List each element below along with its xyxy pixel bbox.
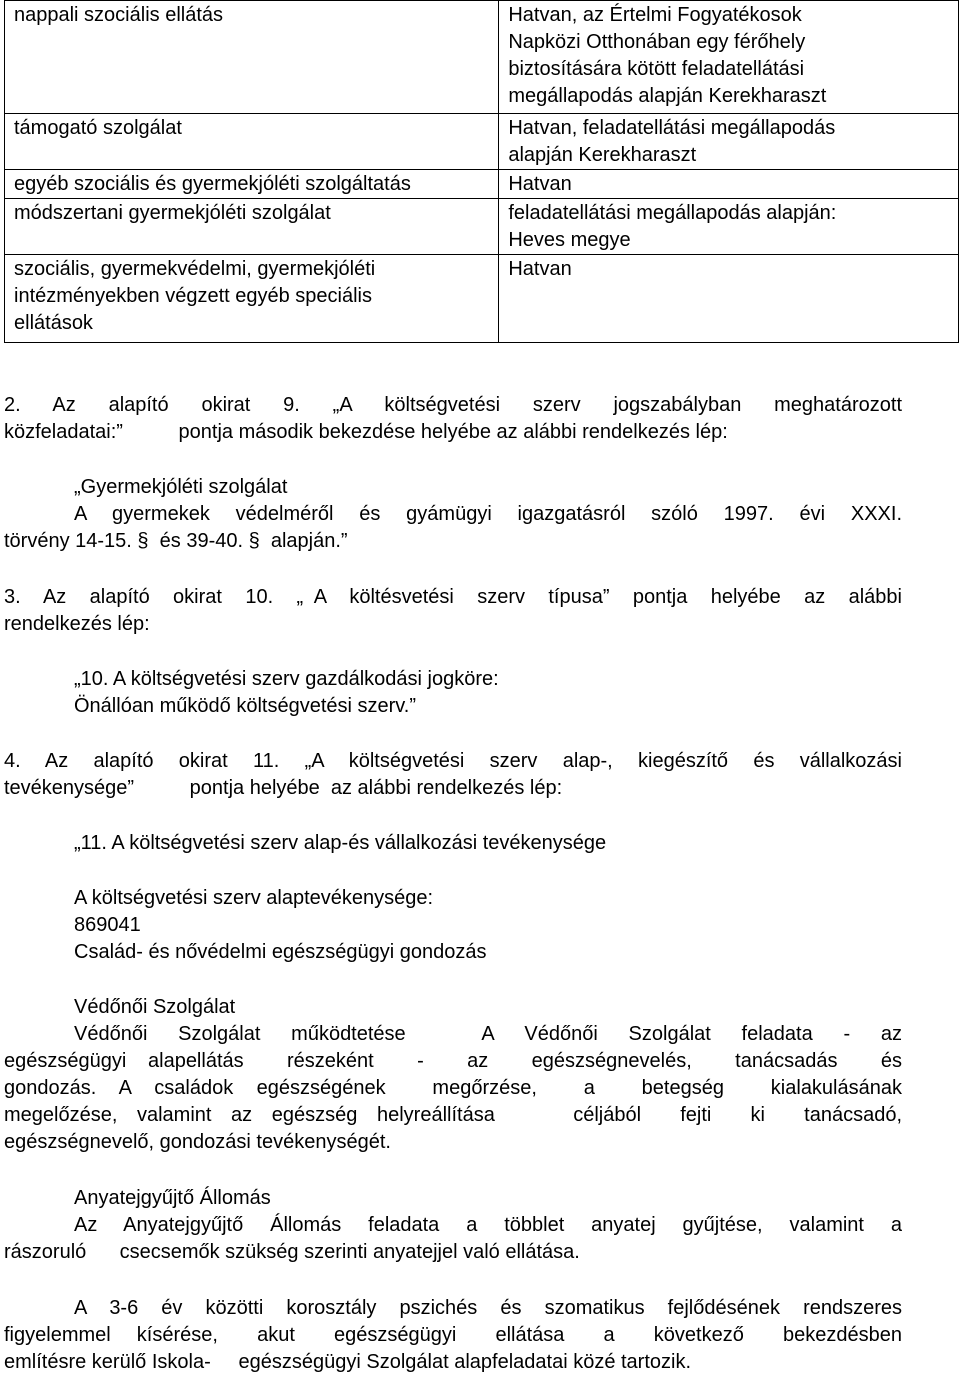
section-4-quote xyxy=(4,830,960,857)
service-location-text: Hatvan xyxy=(508,173,572,195)
nurse-service-line-3: gondozás. A családok egészségének megőrzése, a betegség kialakulásának xyxy=(4,1077,902,1099)
service-location-text: Hatvan, az Értelmi Fogyatékosok xyxy=(508,4,802,26)
table-row xyxy=(5,170,959,199)
service-type-text: egyéb szociális és gyermekjóléti szolgáltatás xyxy=(14,173,411,195)
service-location-cell xyxy=(499,199,959,255)
section-3-quote xyxy=(4,666,960,720)
service-location-cell xyxy=(499,1,959,114)
nurse-service-line-4: megelőzése, valamint az egészség helyreállítása céljából fejti ki tanácsadó, xyxy=(4,1104,902,1126)
milk-station-line-1: Az Anyatejgyűjtő Állomás feladata a többlet anyatej gyűjtése, valamint a xyxy=(74,1214,902,1236)
nurse-service-line-5: egészségnevelő, gondozási tevékenységét. xyxy=(4,1131,391,1153)
section-3 xyxy=(4,584,902,638)
section-2-quote-line-2: törvény 14-15. § és 39-40. § alapján.” xyxy=(4,530,348,552)
service-type-cell xyxy=(5,255,499,343)
section-3-line-1: 3. Az alapító okirat 10. „ A költésvetési szerv típusa” pontja helyébe az alábbi xyxy=(4,586,902,608)
nurse-service-title: Védőnői Szolgálat xyxy=(74,996,236,1018)
development-line-3: említésre kerülő Iskola- egészségügyi Szolgálat alapfeladatai közé tartozik. xyxy=(4,1351,692,1373)
service-type-text: szociális, gyermekvédelmi, gyermekjóléti xyxy=(14,258,376,280)
service-location-cell xyxy=(499,255,959,343)
development-line-2: figyelemmel kísérése, akut egészségügyi ellátása a következő bekezdésben xyxy=(4,1324,902,1346)
table-row xyxy=(5,199,959,255)
table-row xyxy=(5,1,959,114)
milk-station-text xyxy=(4,1212,902,1266)
table-body xyxy=(5,1,959,343)
nurse-service-title-block xyxy=(4,994,960,1021)
milk-station-title: Anyatejgyűjtő Állomás xyxy=(74,1187,271,1209)
milk-station-line-2: rászoruló csecsemők szükség szerinti anyatejjel való ellátása. xyxy=(4,1241,580,1263)
service-location-text: megállapodás alapján Kerekharaszt xyxy=(508,85,827,107)
section-2-quote xyxy=(4,474,902,528)
nurse-service-text xyxy=(4,1021,902,1156)
service-type-text: módszertani gyermekjóléti szolgálat xyxy=(14,202,331,224)
section-4-basic-activity xyxy=(4,885,960,966)
table-row xyxy=(5,255,959,343)
service-location-text: alapján Kerekharaszt xyxy=(508,144,697,166)
section-2-line-2: közfeladatai:” pontja második bekezdése helyébe az alábbi rendelkezés lép: xyxy=(4,421,728,443)
service-type-text: nappali szociális ellátás xyxy=(14,4,224,26)
service-location-cell xyxy=(499,170,959,199)
service-type-cell xyxy=(5,114,499,170)
development-paragraph xyxy=(4,1295,902,1376)
section-4 xyxy=(4,748,902,802)
service-location-text: Hatvan, feladatellátási megállapodás xyxy=(508,117,836,139)
table-row xyxy=(5,114,959,170)
section-4-line-2: tevékenysége” pontja helyébe az alábbi rendelkezés lép: xyxy=(4,777,563,799)
section-3-quote-line-2: Önállóan működő költségvetési szerv.” xyxy=(74,695,417,717)
basic-activity-label: A költségvetési szerv alaptevékenysége: xyxy=(74,887,434,909)
service-type-text: intézményekben végzett egyéb speciális xyxy=(14,285,372,307)
service-location-text: Napközi Otthonában egy férőhely xyxy=(508,31,806,53)
service-location-text: Heves megye xyxy=(508,229,631,251)
service-type-text: támogató szolgálat xyxy=(14,117,182,139)
section-4-quote-title: „11. A költségvetési szerv alap-és vállalkozási tevékenysége xyxy=(74,832,607,854)
section-3-line-2: rendelkezés lép: xyxy=(4,613,150,635)
section-2-quote-cont xyxy=(4,528,902,555)
service-location-text: feladatellátási megállapodás alapján: xyxy=(508,202,837,224)
service-type-cell xyxy=(5,1,499,114)
service-type-cell xyxy=(5,199,499,255)
section-3-quote-line-1: „10. A költségvetési szerv gazdálkodási jogköre: xyxy=(74,668,499,690)
development-line-1: A 3-6 év közötti korosztály pszichés és szomatikus fejlődésének rendszeres xyxy=(74,1297,902,1319)
activity-code: 869041 xyxy=(74,914,141,936)
section-4-line-1: 4. Az alapító okirat 11. „A költségvetési szerv alap-, kiegészítő és vállalkozási xyxy=(4,750,902,772)
service-location-table xyxy=(4,0,959,343)
activity-name: Család- és nővédelmi egészségügyi gondozás xyxy=(74,941,487,963)
service-type-cell xyxy=(5,170,499,199)
section-2-quote-line-1: A gyermekek védelméről és gyámügyi igazgatásról szóló 1997. évi XXXI. xyxy=(74,503,902,525)
milk-station-title-block xyxy=(4,1185,960,1212)
nurse-service-line-1: Védőnői Szolgálat működtetése A Védőnői Szolgálat feladata - az xyxy=(74,1023,902,1045)
nurse-service-line-2: egészségügyi alapellátás részeként - az egészségnevelés, tanácsadás és xyxy=(4,1050,902,1072)
service-location-cell xyxy=(499,114,959,170)
section-2 xyxy=(4,392,902,446)
section-2-quote-title: „Gyermekjóléti szolgálat xyxy=(74,476,288,498)
service-type-text: ellátások xyxy=(14,312,93,334)
service-location-text: Hatvan xyxy=(508,258,572,280)
service-location-text: biztosítására kötött feladatellátási xyxy=(508,58,805,80)
section-2-line-1: 2. Az alapító okirat 9. „A költségvetési szerv jogszabályban meghatározott xyxy=(4,394,902,416)
